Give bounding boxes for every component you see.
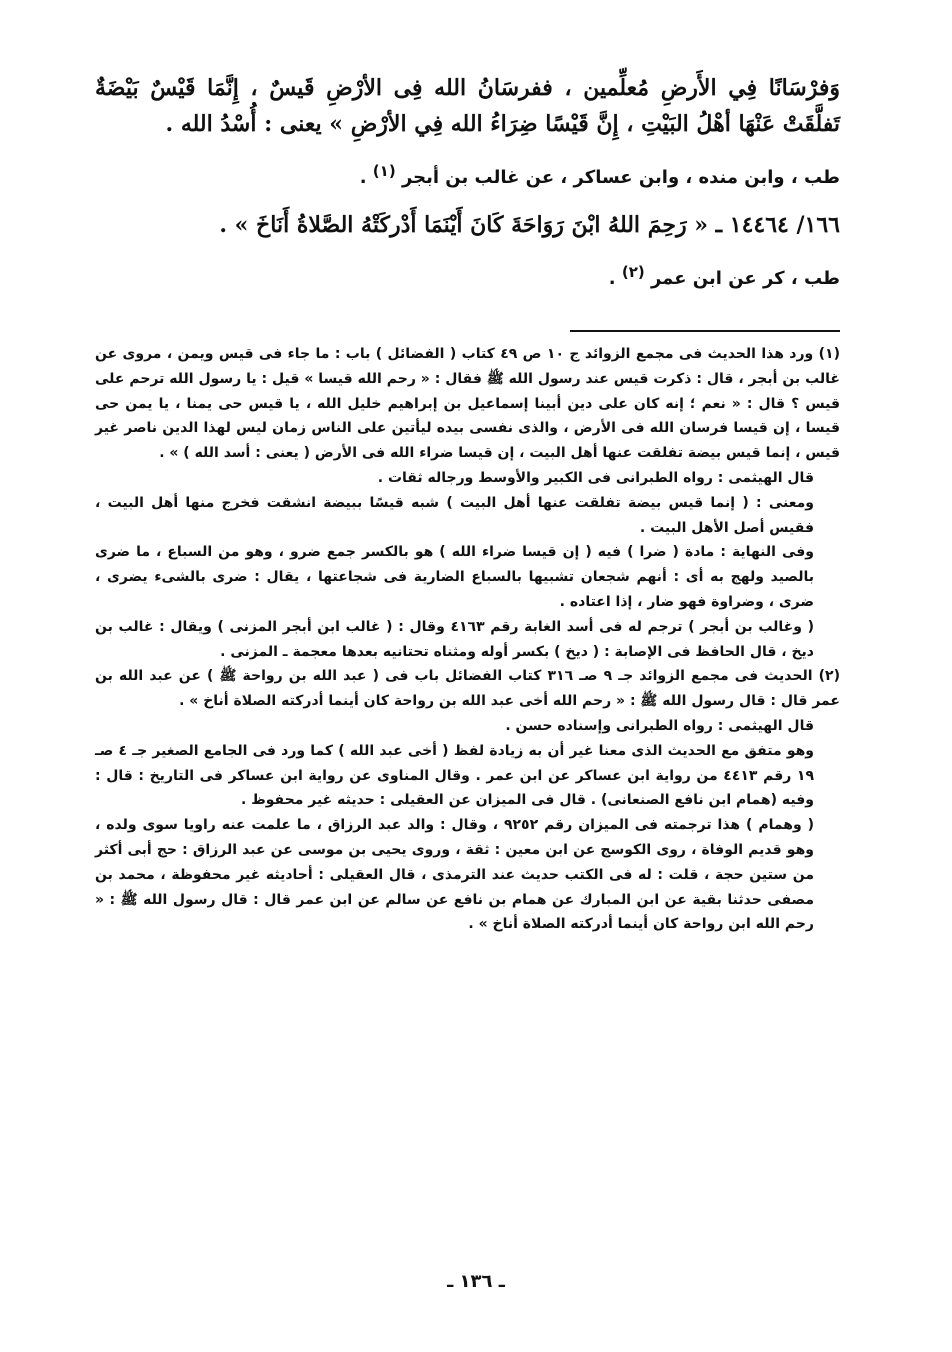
hadith-14464: ١٦٦/ ١٤٤٦٤ ـ « رَحِمَ اللهُ ابْنَ رَوَاحَةَ كَانَ أَيْنَمَا أَدْركَتْهُ الصَّلاةُ أَنَاخَ » .	[219, 212, 840, 238]
hadith-source-2	[95, 253, 840, 298]
footnote-paragraph: وفى النهاية : مادة ( ضرا ) فيه ( إن قيسا ضراء الله ) هو بالكسر جمع ضرو ، وهو من السباع ، ما ضرى بالصيد ولهج به أى : أنهم شجعان تشبيها بالسباع الضارية فى شجاعتها ، يقال : ضرى بالشىء يضرى ، ضرى ، وضراوة فهو ضار ، إذا اعتاده .	[95, 544, 814, 610]
footnote-ref-2: (٢)	[621, 263, 645, 281]
footnote-separator	[570, 330, 840, 332]
footnote-paragraph: قال الهيثمى : رواه الطبرانى وإسناده حسن .	[505, 717, 814, 734]
footnote-paragraph: قال الهيثمى : رواه الطبرانى فى الكبير والأوسط ورجاله ثقات .	[377, 469, 814, 486]
source-end: .	[359, 167, 373, 188]
main-text	[95, 70, 840, 298]
hadith-source-1	[95, 152, 840, 197]
footnote-paragraph: ومعنى : ( إنما قيس بيضة تفلقت عنها أهل البيت ) شبه قيسًا ببيضة انشقت فخرج منها أهل البيت ، فقيس أصل الأهل البيت .	[95, 494, 814, 536]
source-end: .	[608, 268, 622, 289]
footnote-paragraph: (٢) الحديث فى مجمع الزوائد جـ ٩ صـ ٣١٦ كتاب الفضائل باب فى ( عبد الله بن رواحة ﷺ ) عن عبد الله بن عمر قال : قال رسول الله ﷺ : « رحم الله أخى عبد الله بن رواحة كان أينما أدركته الصلاة أناخ » .	[95, 668, 840, 710]
page-number: ـ ١٣٦ ـ	[447, 1271, 505, 1292]
hadith-text-continuation: وَفرْسَانًا فِي الأَرضِ مُعلِّمين ، ففرسَانُ الله فِى الأرْضِ قَيسٌ ، إِنَّمَا قَيْسٌ بَيْضَةٌ تَفلَّقَتْ عَنْهَا أهْلُ البَيْتِ ، إِنَّ قَيْسًا ضِرَاءُ الله فِي الأرْضِ » يعنى : أُسْدُ الله .	[95, 75, 840, 137]
book-page	[95, 70, 840, 1352]
source-text: طب ، وابن منده ، وابن عساكر ، عن غالب بن أبجر	[395, 167, 840, 188]
footnote-paragraph: ( وهمام ) هذا ترجمته فى الميزان رقم ٩٢٥٢ ، وقال : والد عبد الرزاق ، ما علمت عنه راويا سوى ولده ، وهو قديم الوفاة ، روى الكوسج عن ابن معين : ثقة ، وروى يحيى بن موسى عن عبد الرزاق : حج أبى أكثر من ستين حجة ، قلت : له فى الكتب حديث عند الترمذى ، قال العقيلى : أحاديثه غير محفوظة ، محمد بن مصفى حدثنا بقية عن ابن المبارك عن همام بن نافع عن سالم عن ابن عمر قال : قال رسول الله ﷺ : « رحم الله ابن رواحة كان أينما أدركته الصلاة أناخ » .	[95, 817, 814, 933]
footnote-paragraph: ( وغالب بن أبجر ) ترجم له فى أسد الغابة رقم ٤١٦٣ وقال : ( غالب ابن أبجر المزنى ) ويقال : غالب بن ديخ ، قال الحافظ فى الإصابة : ( ديخ ) بكسر أوله ومثناه تحتانيه بعدها معجمة ـ المزنى .	[95, 618, 814, 660]
source-text: طب ، كر عن ابن عمر	[644, 268, 840, 289]
footnote-paragraph: (١) ورد هذا الحديث فى مجمع الزوائد ج ١٠ ص ٤٩ كتاب ( الفضائل ) باب : ما جاء فى قيس ويمن ، مروى عن غالب بن أبجر ، قال : ذكرت قيس عند رسول الله ﷺ فقال : « رحم الله قيسا » قيل : يا رسول الله ترحم على قيس ؟ قال : « نعم ؛ إنه كان على دين أبينا إسماعيل بن إبراهيم خليل الله ، يا قيس حى يمنا ، يا يمن حى قيسا ، إن قيسا فرسان الله فى الأرض ، والذى نفسى بيده ليأتين على الناس زمان ليس لهذا الدين ناصر غير قيس ، إنما قيس بيضة تفلقت عنها أهل البيت ، إن قيسا ضراء الله فى الأرض ( يعنى : أسد الله ) » .	[95, 346, 840, 462]
footnotes	[95, 342, 840, 937]
footnote-paragraph: وهو متفق مع الحديث الذى معنا غير أن به زيادة لفظ ( أخى عبد الله ) كما ورد فى الجامع الصغير جـ ٤ صـ ١٩ رقم ٤٤١٣ من رواية ابن عساكر عن ابن عمر . وقال المناوى عن رواية ابن عساكر فى التاريخ : قال : وفيه (همام ابن نافع الصنعانى) . قال فى الميزان عن العقيلى : حديثه غير محفوظ .	[95, 742, 815, 809]
footnote-ref-1: (١)	[372, 162, 396, 180]
